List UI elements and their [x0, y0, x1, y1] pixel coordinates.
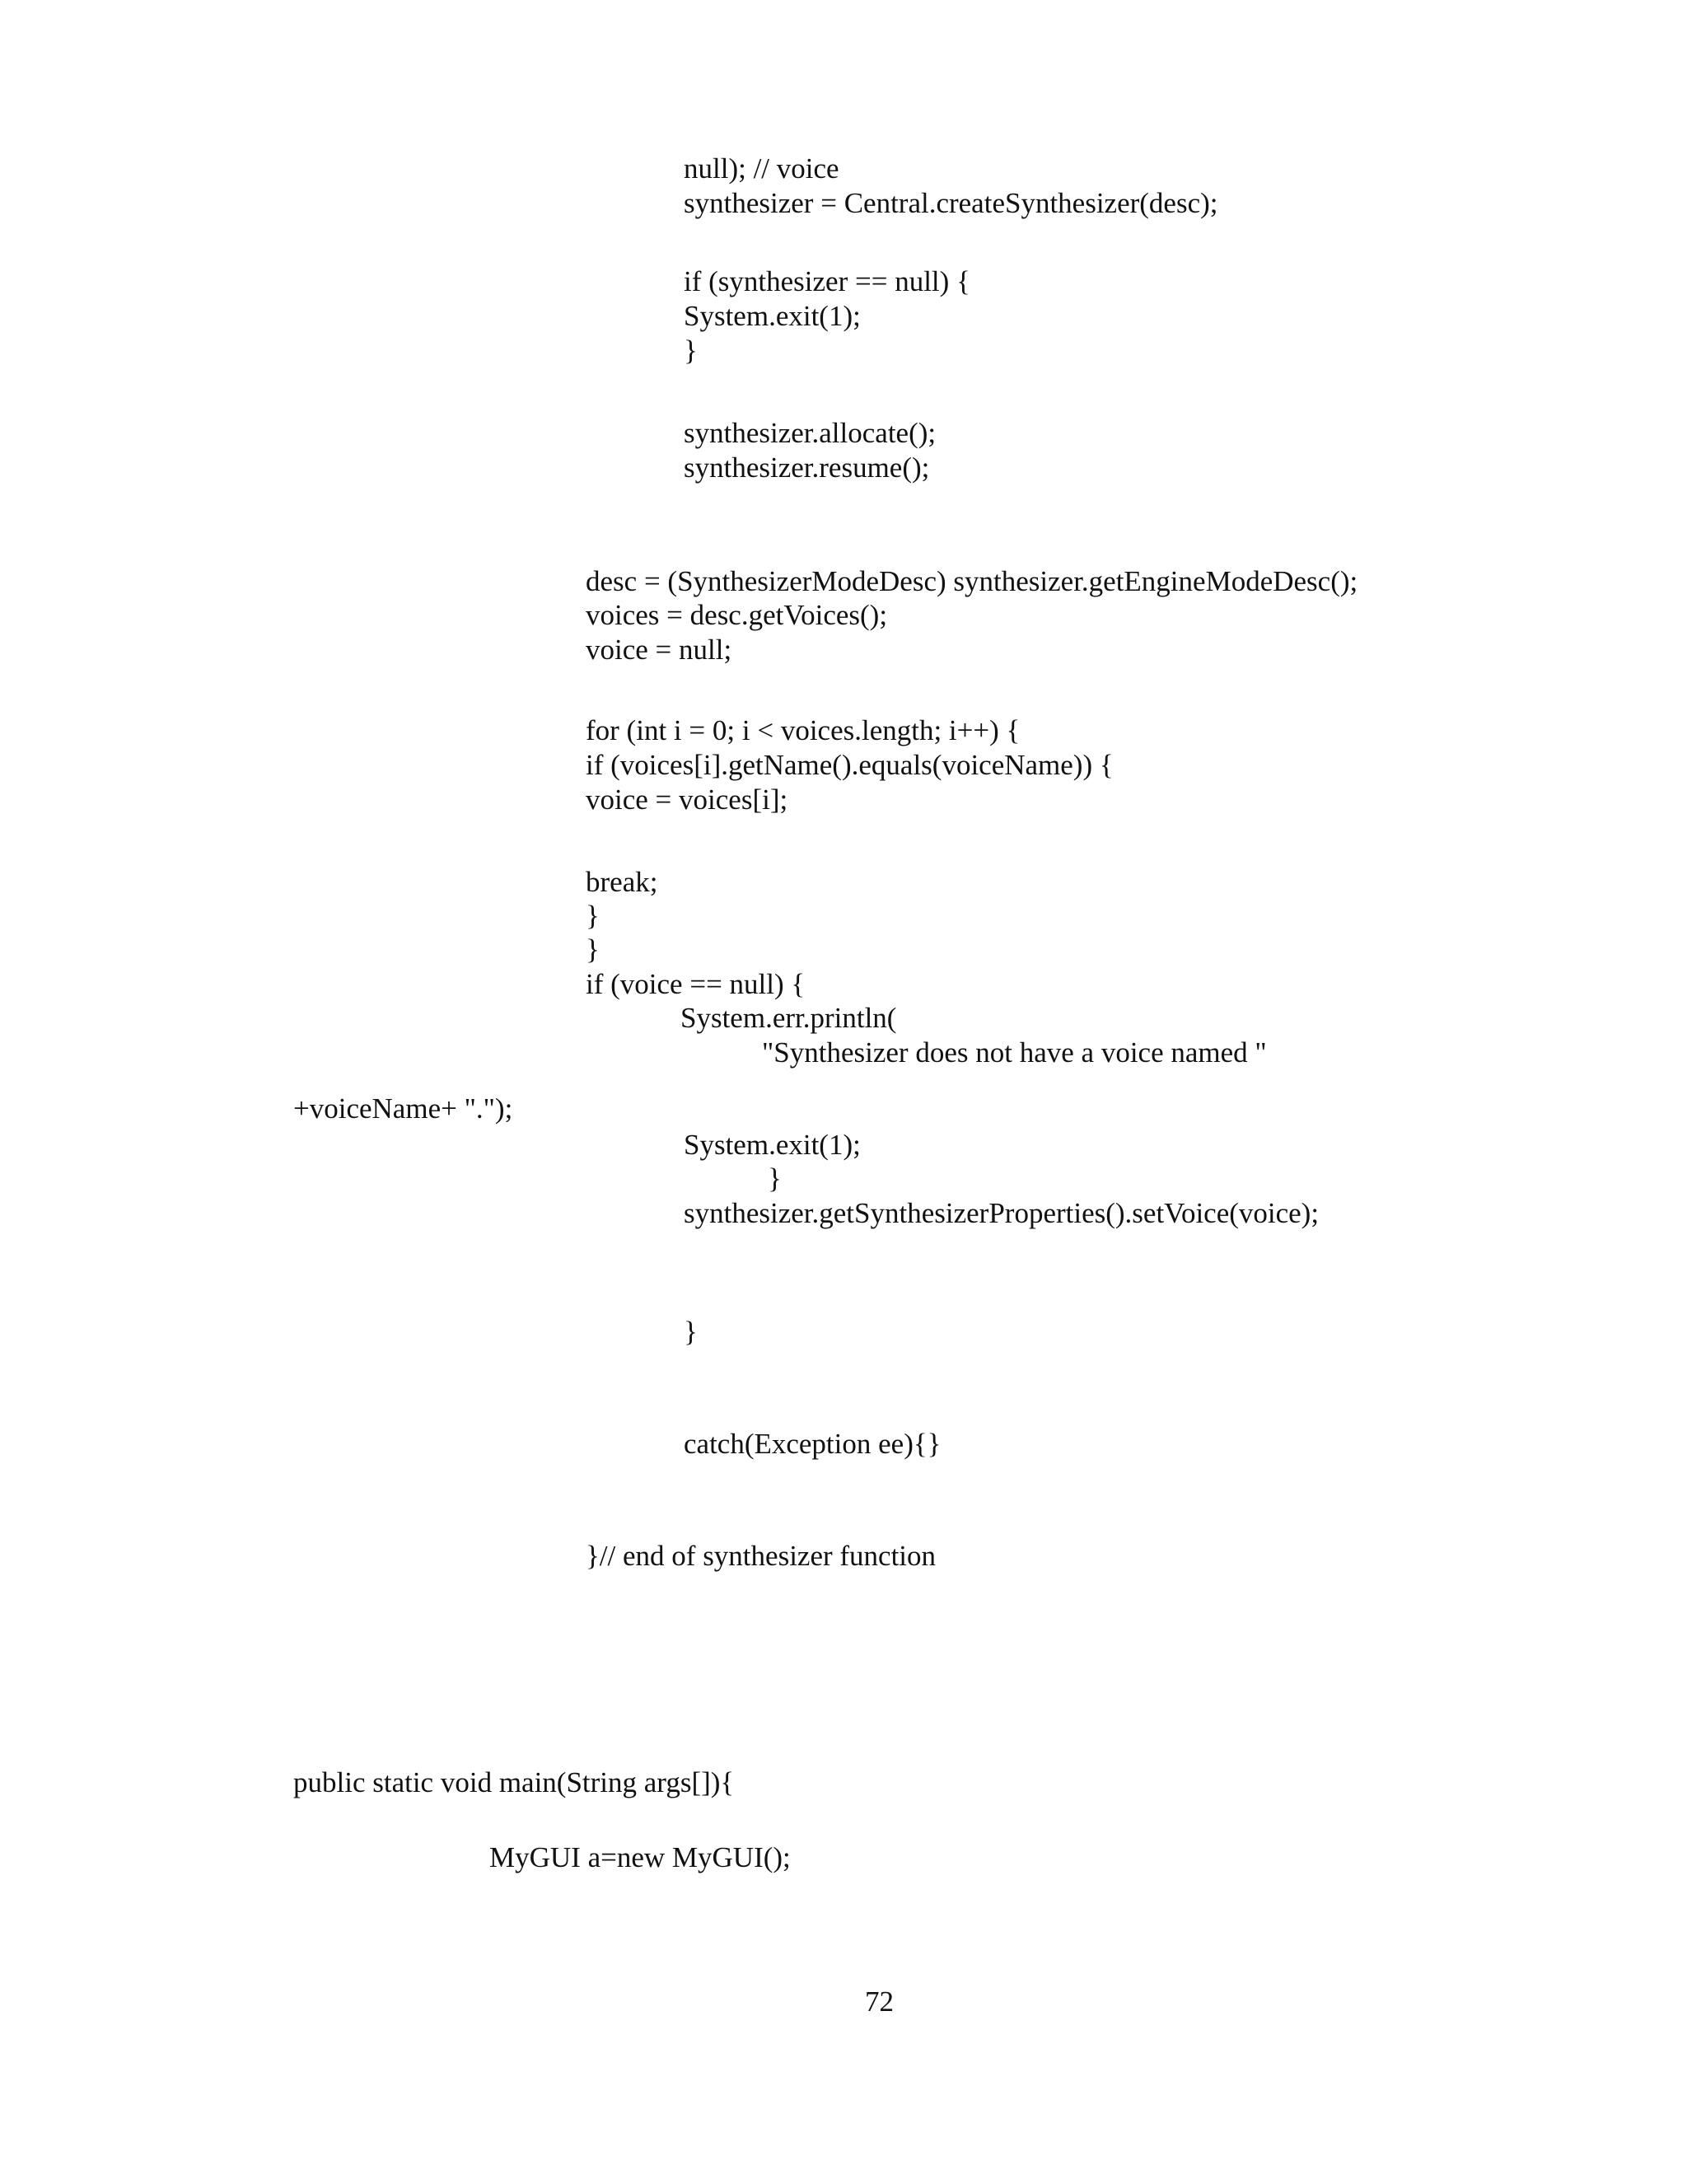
- code-line: System.exit(1);: [684, 1129, 861, 1161]
- code-line: catch(Exception ee){}: [684, 1428, 942, 1460]
- code-line: if (voice == null) {: [586, 968, 806, 1000]
- code-line: }: [586, 900, 600, 932]
- code-line: MyGUI a=new MyGUI();: [489, 1841, 791, 1873]
- code-line: synthesizer.allocate();: [684, 417, 937, 449]
- code-line: break;: [586, 866, 658, 898]
- code-line: if (synthesizer == null) {: [684, 265, 970, 297]
- code-line: }: [586, 933, 600, 966]
- page-number: 72: [865, 1985, 894, 2018]
- code-line: synthesizer = Central.createSynthesizer(desc);: [684, 187, 1218, 219]
- code-line: synthesizer.getSynthesizerProperties().setVoice(voice);: [684, 1197, 1320, 1229]
- code-line: public static void main(String args[]){: [293, 1766, 735, 1798]
- code-line: desc = (SynthesizerModeDesc) synthesizer.getEngineModeDesc();: [586, 565, 1358, 597]
- code-line: voices = desc.getVoices();: [586, 599, 888, 631]
- code-line: for (int i = 0; i < voices.length; i++) {: [586, 714, 1021, 746]
- code-line: }: [768, 1162, 782, 1195]
- code-line: +voiceName+ ".");: [293, 1092, 513, 1125]
- code-line: System.exit(1);: [684, 300, 861, 332]
- code-line: System.err.println(: [680, 1002, 897, 1034]
- code-line: synthesizer.resume();: [684, 451, 930, 484]
- code-line: if (voices[i].getName().equals(voiceName)) {: [586, 749, 1114, 781]
- code-line: voice = null;: [586, 634, 732, 666]
- code-line: null); // voice: [684, 152, 839, 185]
- code-line: }: [684, 1316, 698, 1348]
- code-line: }: [684, 334, 698, 367]
- code-line: "Synthesizer does not have a voice named ": [762, 1036, 1267, 1069]
- code-line: voice = voices[i];: [586, 783, 788, 816]
- code-line: }// end of synthesizer function: [586, 1540, 937, 1572]
